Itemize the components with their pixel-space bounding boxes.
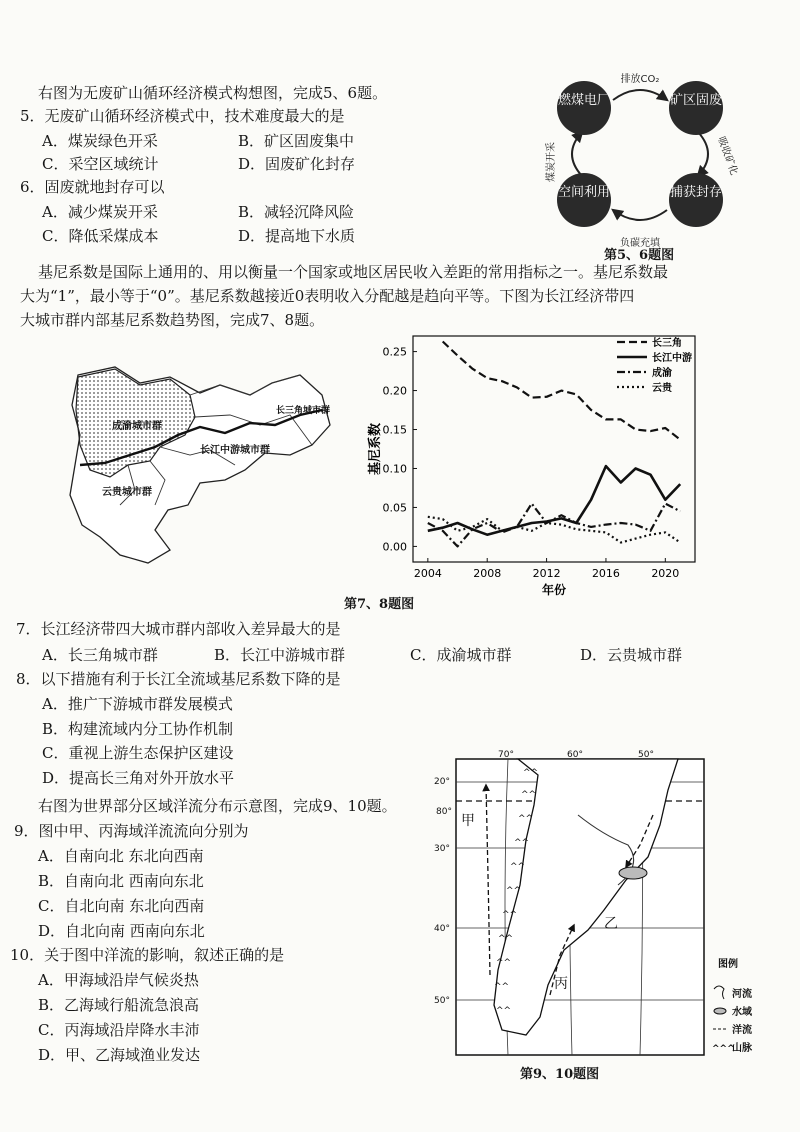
y-tick-label: 0.15: [382, 423, 407, 437]
svg-text:^^: ^^: [496, 1006, 512, 1016]
caption-7-8: 第7、8题图: [344, 597, 415, 612]
lon-60: 60°: [567, 750, 583, 760]
arrow-emit-co2: [613, 90, 667, 100]
node-mine-waste: [669, 81, 723, 135]
gini-line-chart: [365, 322, 705, 612]
arrow-label-mineralize: 吸收矿化: [715, 135, 740, 177]
gini-intro-line-1: 基尼系数是国际上通用的、用以衡量一个国家或地区居民收入差距的常用指标之一。基尼系数最: [38, 263, 669, 281]
arrow-label-emit: 排放CO₂: [620, 74, 660, 85]
q9-option-c[interactable]: C．自北向南 东北向西南: [38, 897, 205, 915]
y-tick-label: 0.05: [382, 501, 407, 515]
sea-label-jia: 甲: [461, 813, 475, 829]
series-line-3: [428, 504, 680, 547]
q10-option-c[interactable]: C．丙海域沿岸降水丰沛: [38, 1021, 200, 1039]
q10-option-b[interactable]: B．乙海域行船流急浪高: [38, 996, 200, 1014]
svg-text:^^: ^^: [506, 886, 522, 896]
legend-label: 长三角: [652, 338, 682, 349]
q10-option-a[interactable]: A．甲海域沿岸气候炎热: [38, 971, 199, 989]
y-tick-label: 0.00: [382, 540, 407, 554]
q8-option-c[interactable]: C．重视上游生态保护区建设: [42, 744, 234, 762]
q9-option-a[interactable]: A．自南向北 东北向西南: [38, 847, 204, 865]
legend-mountain: 山脉: [732, 1043, 752, 1054]
q6-stem: 6．固废就地封存可以: [20, 178, 165, 196]
q7-option-b[interactable]: B．长江中游城市群: [214, 646, 346, 664]
legend-river: 河流: [732, 989, 752, 1000]
q9-stem: 9．图中甲、丙海域洋流流向分别为: [14, 822, 249, 840]
q6-option-c[interactable]: C．降低采煤成本: [42, 227, 159, 245]
q7-option-d[interactable]: D．云贵城市群: [580, 646, 683, 664]
lat-20: 20°: [434, 777, 450, 787]
q7-option-a[interactable]: A．长三角城市群: [42, 646, 158, 664]
legend-water: 水域: [732, 1007, 752, 1018]
q10-option-d[interactable]: D．甲、乙海域渔业发达: [38, 1046, 201, 1064]
x-tick-label: 2012: [532, 567, 561, 580]
q5-option-c[interactable]: C．采空区域统计: [42, 155, 159, 173]
q10-stem: 10．关于图中洋流的影响，叙述正确的是: [10, 946, 285, 964]
cycle-diagram: [540, 70, 740, 260]
q6-option-b[interactable]: B．减轻沉降风险: [238, 203, 355, 221]
label-mid-yangtze: 长江中游城市群: [200, 445, 270, 456]
river-icon: [714, 986, 724, 999]
chart-xlabel: 年份: [541, 583, 567, 597]
lat-30: 30°: [434, 844, 450, 854]
water-icon: [714, 1008, 726, 1014]
node-capture-storage: [669, 173, 723, 227]
x-tick-label: 2016: [591, 567, 620, 580]
x-tick-label: 2020: [651, 567, 680, 580]
q6-option-d[interactable]: D．提高地下水质: [238, 227, 356, 245]
svg-text:^^: ^^: [502, 910, 518, 920]
svg-text:^^: ^^: [496, 958, 512, 968]
gini-intro-line-3: 大城市群内部基尼系数趋势图，完成7、8题。: [20, 311, 325, 329]
yangtze-region-map: [60, 355, 350, 575]
label-yrd: 长三角城市群: [276, 406, 331, 416]
svg-text:^^: ^^: [510, 862, 526, 872]
q5-stem: 5．无废矿山循环经济模式中，技术难度最大的是: [20, 107, 345, 125]
label-yungui: 云贵城市群: [102, 487, 152, 498]
node-label: 捕获封存: [669, 185, 723, 200]
arrow-mineralize: [698, 132, 708, 176]
q5-option-a[interactable]: A．煤炭绿色开采: [42, 132, 158, 150]
q5-option-b[interactable]: B．矿区固废集中: [238, 132, 355, 150]
legend-label: 云贵: [652, 383, 672, 394]
svg-text:^^: ^^: [498, 934, 514, 944]
y-tick-label: 0.20: [382, 384, 407, 398]
arrow-label-mining: 煤炭开采: [546, 142, 557, 182]
q8-option-d[interactable]: D．提高长三角对外开放水平: [42, 769, 235, 787]
y-tick-label: 0.10: [382, 462, 407, 476]
x-tick-label: 2004: [413, 567, 442, 580]
label-chengyu: 成渝城市群: [112, 421, 162, 432]
legend-label: 成渝: [652, 368, 672, 379]
water-body: [619, 867, 647, 879]
node-label: 空间利用: [557, 185, 611, 200]
lon-70: 70°: [498, 750, 514, 760]
arrow-carbon-fill: [613, 210, 667, 220]
caption-5-6: 第5、6题图: [604, 248, 675, 263]
lat-50: 50°: [434, 996, 450, 1006]
series-line-2: [428, 466, 680, 535]
node-space-use: [557, 173, 611, 227]
intro-9-10: 右图为世界部分区域洋流分布示意图，完成9、10题。: [38, 797, 397, 815]
q8-option-a[interactable]: A．推广下游城市群发展模式: [42, 695, 233, 713]
node-power-plant: [557, 81, 611, 135]
chart-ylabel: 基尼系数: [368, 422, 383, 476]
lat-40: 40°: [434, 924, 450, 934]
svg-text:^^: ^^: [518, 814, 534, 824]
q5-option-d[interactable]: D．固废矿化封存: [238, 155, 356, 173]
sea-label-yi: 乙: [604, 916, 618, 932]
ocean-current-map: [428, 745, 773, 1085]
y-tick-label: 0.25: [382, 345, 407, 359]
map-legend: [712, 957, 753, 1054]
x-tick-label: 2008: [473, 567, 502, 580]
q7-stem: 7．长江经济带四大城市群内部收入差异最大的是: [16, 620, 341, 638]
node-label: 矿区固废: [669, 93, 723, 108]
legend-label: 长江中游: [652, 353, 692, 364]
q8-option-b[interactable]: B．构建流域内分工协作机制: [42, 720, 234, 738]
sea-label-bing: 丙: [554, 976, 568, 992]
svg-text:^^: ^^: [514, 838, 530, 848]
q9-option-b[interactable]: B．自南向北 西南向东北: [38, 872, 204, 890]
node-label: 燃煤电厂: [557, 93, 611, 108]
legend-current: 洋流: [732, 1025, 752, 1036]
q8-stem: 8．以下措施有利于长江全流域基尼系数下降的是: [16, 670, 341, 688]
svg-text:^^: ^^: [494, 982, 510, 992]
mountain-icon: ^^^: [712, 1044, 735, 1054]
lon-50: 50°: [638, 750, 654, 760]
arrow-coal-mining: [572, 132, 582, 176]
q6-option-a[interactable]: A．减少煤炭开采: [42, 203, 158, 221]
svg-text:^^: ^^: [523, 768, 539, 778]
caption-9-10: 第9、10题图: [520, 1067, 600, 1082]
svg-text:^^: ^^: [521, 790, 537, 800]
gini-intro-line-2: 大为“1”，最小等于“0”。基尼系数越接近0表明收入分配越是趋向平等。下图为长江经济带四: [20, 287, 635, 305]
q9-option-d[interactable]: D．自北向南 西南向东北: [38, 922, 205, 940]
arrow-label-fill: 负碳充填: [620, 238, 660, 249]
q7-option-c[interactable]: C．成渝城市群: [410, 646, 512, 664]
intro-5-6: 右图为无废矿山循环经济模式构想图，完成5、6题。: [38, 84, 388, 102]
lat-80: 80°: [436, 807, 452, 817]
legend-title: 图例: [718, 959, 738, 970]
